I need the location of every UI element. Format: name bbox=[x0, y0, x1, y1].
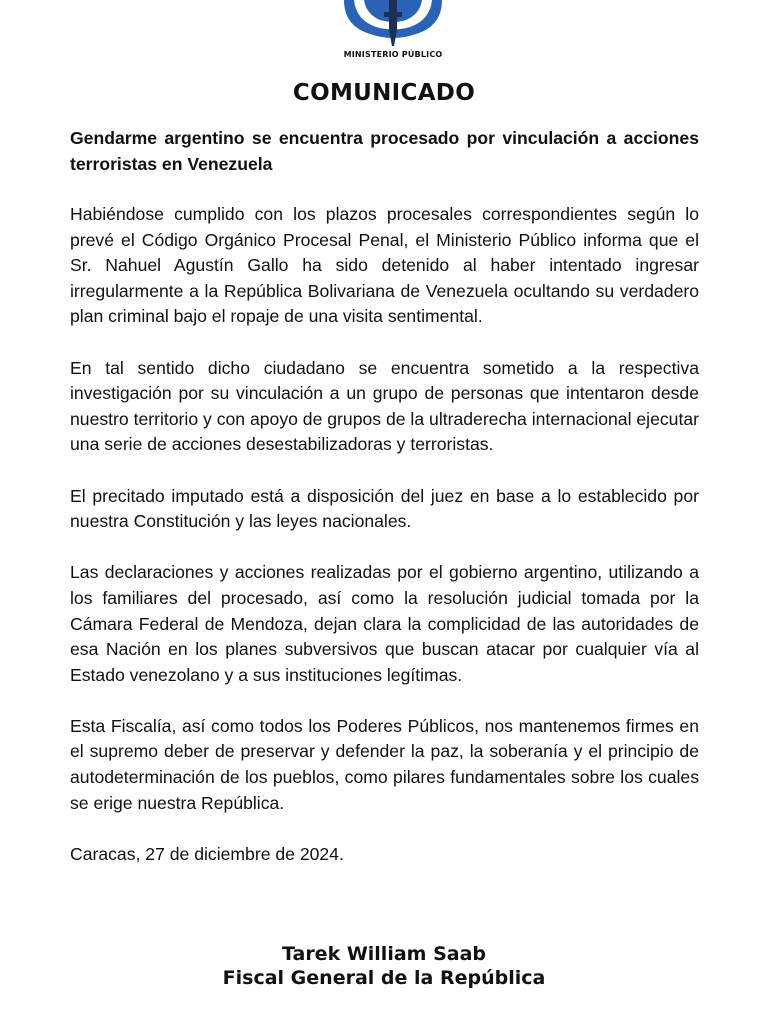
paragraph-5: Esta Fiscalía, así como todos los Poderes Públicos, nos mantenemos firmes en el supremo deber de preservar y defender la paz, la soberanía y el principio de autodeterminación de los pueblos, como pilares fundamentales sobre los cuales se erige nuestra República. bbox=[70, 715, 699, 813]
document-subtitle: Gendarme argentino se encuentra procesado por vinculación a acciones terroristas en Venezuela bbox=[70, 128, 699, 174]
signer-name: Tarek William Saab bbox=[281, 943, 486, 965]
ministerio-publico-logo bbox=[330, 0, 456, 64]
document-body bbox=[70, 126, 699, 867]
paragraph-2: En tal sentido dicho ciudadano se encuentra sometido a la respectiva investigación por su vinculación a un grupo de personas que intentaron desde nuestro territorio y con apoyo de grupos de la ultraderecha internacional ejecutar una serie de acciones desestabilizadoras y terroristas. bbox=[70, 357, 699, 455]
shield-emblem-icon bbox=[330, 0, 456, 52]
paragraph-1: Habiéndose cumplido con los plazos procesales correspondientes según lo prevé el Código Orgánico Procesal Penal, el Ministerio Público informa que el Sr. Nahuel Agustín Gallo ha sido detenido al haber intentado ingresar irregularmente a la República Bolivariana de Venezuela ocultando su verdadero plan criminal bajo el ropaje de una visita sentimental. bbox=[70, 204, 699, 327]
signature-block bbox=[0, 942, 768, 990]
document-date: Caracas, 27 de diciembre de 2024. bbox=[70, 843, 344, 864]
logo-caption: MINISTERIO PÚBLICO bbox=[343, 50, 443, 59]
paragraph-4: Las declaraciones y acciones realizadas por el gobierno argentino, utilizando a los familiares del procesado, así como la resolución judicial tomada por la Cámara Federal de Mendoza, dejan clara la complicidad de las autoridades de esa Nación en los planes subversivos que buscan atacar por cualquier vía al Estado venezolano y a sus instituciones legítimas. bbox=[70, 562, 699, 685]
page-title: COMUNICADO bbox=[292, 80, 476, 106]
paragraph-3: El precitado imputado está a disposición del juez en base a lo establecido por nuestra Constitución y las leyes nacionales. bbox=[70, 485, 699, 532]
signer-position: Fiscal General de la República bbox=[222, 967, 546, 989]
